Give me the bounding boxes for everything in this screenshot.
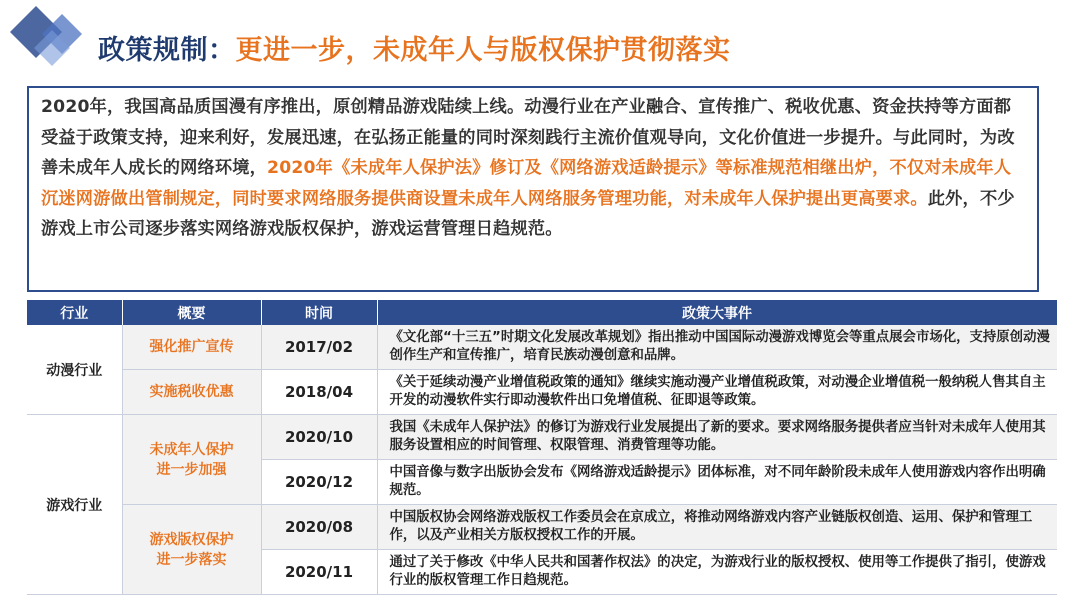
summary-cell (122, 415, 261, 505)
summary-cell: 强化推广宣传 (122, 325, 261, 370)
header-industry: 行业 (27, 300, 122, 325)
policy-table (27, 300, 1058, 595)
event-cell: 通过了关于修改《中华人民共和国著作权法》的决定，为游戏行业的版权授权、使用等工作提供了指引，使游戏行业的版权管理工作日趋规范。 (377, 550, 1057, 595)
event-cell: 我国《未成年人保护法》的修订为游戏行业发展提出了新的要求。要求网络服务提供者应当针对未成年人使用其服务设置相应的时间管理、权限管理、消费管理等功能。 (377, 415, 1057, 460)
event-cell: 《文化部“十三五”时期文化发展改革规划》指出推动中国国际动漫游戏博览会等重点展会市场化，支持原创动漫创作生产和宣传推广，培育民族动漫创意和品牌。 (377, 325, 1057, 370)
intro-text-1: 2020年，我国高品质国漫有序推出，原创精品游戏陆续上线。动漫行业在产业融合、宣传推广、税收优惠、资金扶持等方面都受益于政策支持，迎来利好，发展迅速，在弘扬正能量的同时深刻践行主流价值观导向，文化价值进一步提升。与此同时，为改善未成年人成长的网络环境， (41, 97, 1015, 178)
header-summary: 概要 (122, 300, 261, 325)
time-cell: 2020/10 (261, 415, 377, 460)
time-cell: 2017/02 (261, 325, 377, 370)
time-cell: 2020/08 (261, 505, 377, 550)
industry-game: 游戏行业 (27, 415, 122, 595)
event-cell: 中国版权协会网络游戏版权工作委员会在京成立，将推动网络游戏内容产业链版权创造、运用、保护和管理工作，以及产业相关方版权授权工作的开展。 (377, 505, 1057, 550)
time-cell: 2020/11 (261, 550, 377, 595)
summary-text: 未成年人保护 进一步加强 (149, 441, 234, 478)
table-row (27, 325, 1057, 370)
table-row (27, 415, 1057, 460)
event-cell: 中国音像与数字出版协会发布《网络游戏适龄提示》团体标准，对不同年龄阶段未成年人使用游戏内容作出明确规范。 (377, 460, 1057, 505)
title-plain: 政策规制： (98, 35, 236, 66)
intro-box (27, 86, 1039, 292)
title-highlight: 更进一步，未成年人与版权保护贯彻落实 (235, 35, 731, 66)
page-title (98, 28, 731, 67)
industry-anime: 动漫行业 (27, 325, 122, 415)
table-header-row (27, 300, 1057, 325)
event-cell: 《关于延续动漫产业增值税政策的通知》继续实施动漫产业增值税政策，对动漫企业增值税一般纳税人售其自主开发的动漫软件实行即动漫软件出口免增值税、征即退等政策。 (377, 370, 1057, 415)
time-cell: 2018/04 (261, 370, 377, 415)
header-event: 政策大事件 (377, 300, 1057, 325)
intro-text-2: 此外，不少游戏上市公司逐步落实网络游戏版权保护，游戏运营管理日趋规范。 (41, 188, 1015, 239)
summary-cell (122, 505, 261, 595)
intro-highlight: 2020年《未成年人保护法》修订及《网络游戏适龄提示》等标准规范相继出炉，不仅对未成年人沉迷网游做出管制规定，同时要求网络服务提供商设置未成年人网络服务管理功能，对未成年人保护提出更高要求。 (41, 158, 1012, 209)
table-row (27, 370, 1057, 415)
time-cell: 2020/12 (261, 460, 377, 505)
summary-text: 游戏版权保护 进一步落实 (149, 531, 234, 568)
header-time: 时间 (261, 300, 377, 325)
table-row (27, 505, 1057, 550)
diamond-logo-icon (0, 0, 110, 80)
summary-cell: 实施税收优惠 (122, 370, 261, 415)
